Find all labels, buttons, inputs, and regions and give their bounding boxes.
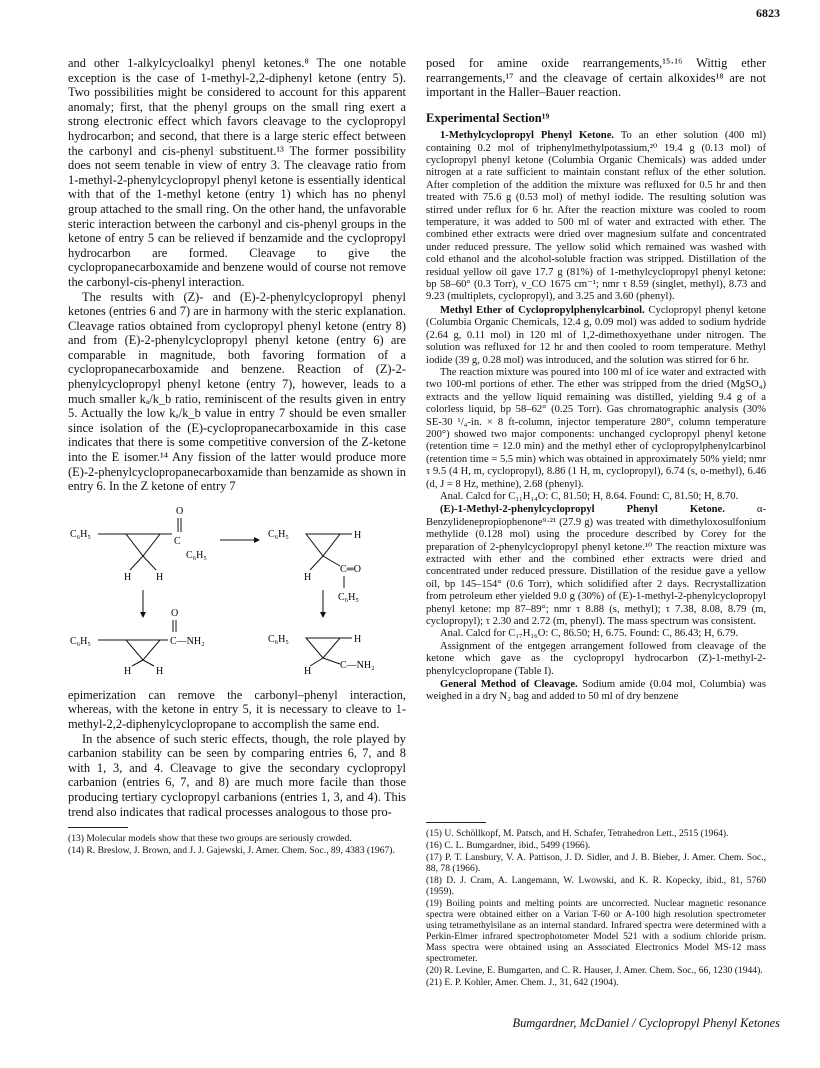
exp2-text: Cyclopropyl phenyl ketone (Columbia Organic Chemicals, 12.4 g, 0.09 mol) was added to sodium hydride (2.64 g, 0.11 mol) in 120 ml of 1,2-dimethoxyethane under nitrogen. The solution was refluxed for 12 hr and then cooled to room temperature. Methyl iodide (39 g, 0.28 mol) was introduced, and the solution was stirred for 6 hr. bbox=[426, 304, 766, 366]
exp2-text-b: The reaction mixture was poured into 100 ml of ice water and extracted with two 100-ml portions of ether. The ether was stripped from the dried (MgSO₄) extracts and the yellow liquid remaining was distilled, yielding 9.4 g of a colorless liquid, bp 58–62° (0.25 Torr). Gas chromatographic analysis (30% SE-30 ¹/₄-in. × 8 ft-column, injector temperature 280°, column temperature 200°) showed two major components: unchanged cyclopropyl phenyl ketone (retention time = 12.0 min) and the methyl ether of cyclopropylphenylcarbinol (retention time = 5.5 min) which was obtained in approximately 50% yield; nmr τ 9.5 (4 H, m, cyclopropyl), 8.86 (1 H, m, cyclopropyl), 6.74 (s, o-methyl), 6.46 (d, J = 8 Hz, methine), 2.68 (phenyl). bbox=[426, 366, 766, 490]
exp3-text: α-Benzylidenepropiophenone⁹·²¹ (27.9 g) was treated with dimethyloxosulfonium methylide (0.128 mol) using the procedure described by Corey for the preparation of 2-phenylcyclopropyl phenyl ketone.¹⁰ The reaction mixture was extracted with ether and the combined ether extracts were dried and concentrated under reduced pressure. Distillation of the residue gave a yellow oil, bp 145–154° (0.6 Torr), which solidified after 2 days. Recrystallization from petroleum ether yielded 9.0 g (30%) of (E)-1-methyl-2-phenylcyclopropyl phenyl ketone: mp 87–89°; nmr τ 8.88 (s, methyl); τ 7.38, 8.08, 8.79 (m, cyclopropyl); τ 2.30 and 2.72 (m, phenyl). The mass spectrum was consistent. bbox=[426, 504, 766, 628]
label-ph-1: C₆H₅ bbox=[70, 528, 91, 540]
running-footer: Bumgardner, McDaniel / Cyclopropyl Phenyl Ketones bbox=[512, 1016, 780, 1030]
footnote-16: (16) C. L. Bumgardner, ibid., 5499 (1966). bbox=[426, 840, 591, 851]
right-column bbox=[426, 56, 766, 704]
label-h-2: H bbox=[156, 571, 164, 583]
left-paragraph-1: and other 1-alkylcycloalkyl phenyl ketones.⁸ The one notable exception is the case of 1-methyl-2,2-diphenyl ketone (entry 5). Two possibilities might be considered to account for this apparent anomaly; first, that the phenyl groups on the small ring exert a strong electronic effect which favors cleavage to the cyclopropyl hydrocarbon; and second, that there is a large steric effect between the carbonyl and cis-phenyl substituent.¹³ The former possibility does not seem tenable in view of entry 3. The cleavage ratio from 1-methyl-2-phenylcyclopropyl phenyl ketone is essentially identical with that of the 1-methyl ketone (entry 1) which has no phenyl group attached to the small ring. On the other hand, the unfavorable steric interaction between the carbonyl and cis-phenyl groups in the ketone of entry 5 can be relieved if benzamide and the cyclopropyl hydrocarbon are formed. Cleavage to give the cyclopropanecarboxamide and benzene would of course not remove the carbonyl-cis-phenyl interaction. bbox=[68, 56, 406, 289]
exp1-title: 1-Methylcyclopropyl Phenyl Ketone. bbox=[440, 130, 615, 142]
label-c-nh2-2: C—NH₂ bbox=[340, 659, 375, 671]
label-o-2: O bbox=[171, 607, 179, 619]
exp4-text: Sodium amide (0.04 mol, Columbia) was weighed in a dry N₂ bag and added to 50 ml of dry benzene bbox=[426, 679, 766, 703]
right-paragraph-0: posed for amine oxide rearrangements,¹⁵·¹⁶ Wittig ether rearrangements,¹⁷ and the cleavage of certain alkoxides¹⁸ are not important in the Haller–Bauer reaction. bbox=[426, 56, 766, 100]
molecule-top-right bbox=[268, 529, 361, 603]
label-ph-5: C₆H₅ bbox=[70, 635, 91, 647]
left-column bbox=[68, 56, 406, 857]
footnote-21: (21) E. P. Kohler, Amer. Chem. J., 31, 642 (1904). bbox=[426, 977, 619, 988]
exp3-title: (E)-1-Methyl-2-phenylcyclopropyl Phenyl Ketone. bbox=[440, 504, 725, 516]
label-h-4: H bbox=[304, 571, 312, 583]
left-paragraph-4: In the absence of such steric effects, though, the role played by carbanion stability can be seen by comparing entries 6, 7, and 8 with 1, 3, and 4. Cleavage to give the secondary cyclopropyl carbanion (entries 6, 7, and 8) are much more facile than those producing tertiary cyclopropyl carbanions (entries 1, 3, and 4). This trend also indicates that radical processes analogous to those pro- bbox=[68, 731, 406, 819]
label-c-1: C bbox=[174, 535, 181, 547]
exp3-anal: Anal. Calcd for C₁₇H₁₆O: C, 86.50; H, 6.75. Found: C, 86.43; H, 6.79. bbox=[440, 628, 739, 640]
footnote-19: (19) Boiling points and melting points are uncorrected. Nuclear magnetic resonance spectra were obtained either on a Varian T-60 or A-100 high resolution spectrometer using tetramethylsilane as an internal standard. Infrared spectra were determined with a Perkin-Elmer infrared spectrophotometer Model 521 with a sodium chloride prism. Mass spectra were obtained using an Associated Electronics Model MS-12 mass spectrometer. bbox=[426, 898, 766, 964]
molecule-bottom-left bbox=[70, 608, 205, 674]
label-h-8: H bbox=[304, 665, 312, 674]
label-ph-4: C₆H₅ bbox=[338, 591, 359, 603]
right-footnotes bbox=[426, 822, 766, 989]
molecule-top-left bbox=[70, 506, 207, 583]
left-paragraph-3: epimerization can remove the carbonyl–phenyl interaction, whereas, with the ketone in entry 5, it is necessary to cleave to 1-methyl-2,2-diphenylcyclopropane to accomplish the same end. bbox=[68, 687, 406, 731]
label-h-1: H bbox=[124, 571, 132, 583]
footnote-17: (17) P. T. Lansbury, V. A. Pattison, J. D. Sidler, and J. B. Bieber, J. Amer. Chem. Soc., 88, 78 (1966). bbox=[426, 852, 766, 874]
footnote-15: (15) U. Schöllkopf, M. Patsch, and H. Schafer, Tetrahedron Lett., 2515 (1964). bbox=[426, 828, 729, 839]
page-number: 6823 bbox=[756, 6, 780, 20]
experimental-heading: Experimental Section¹⁹ bbox=[426, 110, 550, 125]
label-o-1: O bbox=[176, 505, 184, 517]
label-ph-6: C₆H₅ bbox=[268, 633, 289, 645]
label-h-7: H bbox=[354, 633, 362, 645]
left-paragraph-2: The results with (Z)- and (E)-2-phenylcyclopropyl phenyl ketones (entries 6 and 7) are in harmony with the steric explanation. Cleavage ratios obtained from cyclopropyl phenyl ketone (entry 8) and from (E)-2-phenylcyclopropyl phenyl ketone (entry 6) are comparable in magnitude, both favoring formation of a cyclopropanecarboxamide and benzene. Reaction of (Z)-2-phenylcyclopropyl phenyl ketone (entry 7), however, leads to a much smaller kₐ/k_b ratio, reminiscent of the results given in entry 5. Actually the low kₐ/k_b value in entry 7 should be even smaller since isolation of the (E)-cyclopropanecarboxamide in this case indicates that there is some competitive conversion of the Z-ketone into the E isomer.¹⁴ Any fission of the latter would produce more (E)-2-phenylcyclopropanecarboxamide than benzamide as shown in entry 6. In the Z ketone of entry 7 bbox=[68, 289, 406, 494]
footnote-20: (20) R. Levine, E. Bumgarten, and C. R. Hauser, J. Amer. Chem. Soc., 66, 1230 (1944). bbox=[426, 965, 763, 976]
footnote-13: (13) Molecular models show that these two groups are seriously crowded. bbox=[68, 833, 352, 845]
label-h-6: H bbox=[156, 665, 164, 674]
label-ph-3: C₆H₅ bbox=[268, 528, 289, 540]
footnote-18: (18) D. J. Cram, A. Langemann, W. Lwowski, and K. R. Kopecky, ibid., 81, 5760 (1959). bbox=[426, 875, 766, 897]
label-ph-2: C₆H₅ bbox=[186, 549, 207, 561]
exp3-assignment: Assignment of the entgegen arrangement followed from cleavage of the ketone which gave as the cyclopropyl hydrocarbon (Z)-1-methyl-2-phenylcyclopropane (Table I). bbox=[426, 640, 766, 677]
exp4-title: General Method of Cleavage. bbox=[440, 679, 578, 691]
exp2-title: Methyl Ether of Cyclopropylphenylcarbinol. bbox=[440, 304, 645, 316]
left-footnotes bbox=[68, 833, 406, 856]
reaction-scheme bbox=[68, 504, 406, 674]
footnote-14: (14) R. Breslow, J. Brown, and J. J. Gajewski, J. Amer. Chem. Soc., 89, 4383 (1967). bbox=[68, 845, 395, 857]
exp1-text: To an ether solution (400 ml) containing 0.2 mol of triphenylmethylpotassium,²⁰ 19.4 g (0.13 mol) of cyclopropyl phenyl ketone (Columbia Organic Chemicals) was added under nitrogen at a rate sufficient to maintain constant reflux of the ether solution. After completion of the addition the mixture was refluxed for 0.5 hr and then treated with 75.6 g (0.53 mol) of methyl iodide. The resulting solution was stirred under reflux for 6 hr. After the reaction mixture was cooled to room temperature, it was added to 500 ml of water and extracted with ether. The combined ether extracts were dried over magnesium sulfate and concentrated under reduced pressure. The yellow solid which remained was washed with cold ethanol and the alcohol-soluble fraction was stripped. Distillation of the residual yellow oil gave 17.7 g (81%) of 1-methylcyclopropyl phenyl ketone: bp 58–60° (0.3 Torr), ν_CO 1675 cm⁻¹; nmr τ 8.59 (singlet, methyl), 8.73 and 9.23 (multiplets, cyclopropyl), and 3.25 and 3.60 (phenyl). bbox=[426, 130, 766, 303]
molecule-bottom-right bbox=[268, 634, 375, 674]
exp2-anal: Anal. Calcd for C₁₁H₁₄O: C, 81.50; H, 8.64. Found: C, 81.50; H, 8.70. bbox=[440, 490, 739, 502]
label-h-3: H bbox=[354, 529, 362, 541]
label-c-nh2-1: C—NH₂ bbox=[170, 635, 205, 647]
footnote-rule-left bbox=[68, 827, 128, 828]
label-h-5: H bbox=[124, 665, 132, 674]
label-c-eq-o: C═O bbox=[340, 563, 361, 575]
footnote-rule-right bbox=[426, 822, 486, 823]
